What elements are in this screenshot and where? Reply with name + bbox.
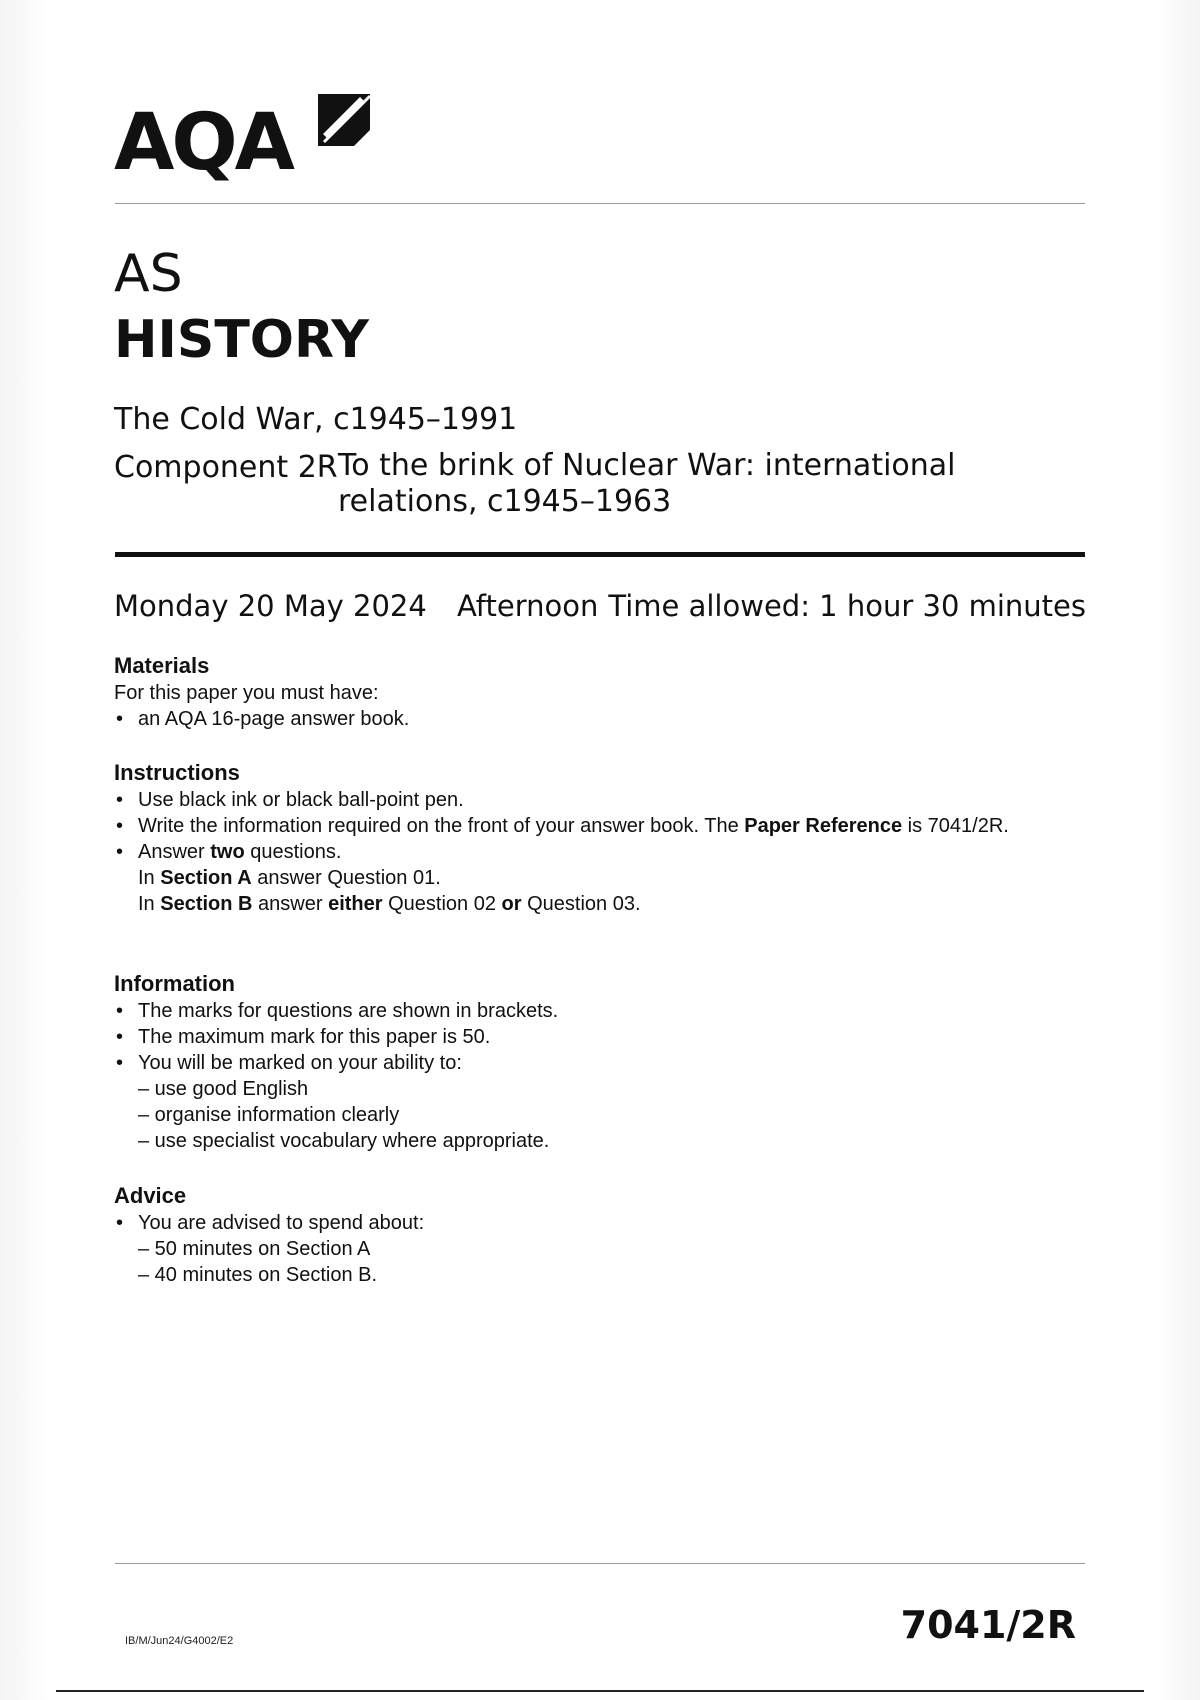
bullet-icon: • xyxy=(116,841,124,863)
time-allowed: Time allowed: 1 hour 30 minutes xyxy=(608,589,1086,623)
materials-intro: For this paper you must have: xyxy=(114,682,379,704)
information-heading: Information xyxy=(114,971,235,996)
title-divider xyxy=(115,552,1085,557)
information-subitem: – organise information clearly xyxy=(138,1104,400,1126)
instruction-item: • Use black ink or black ball-point pen. xyxy=(116,789,464,811)
exam-date: Monday 20 May 2024 xyxy=(114,589,427,623)
qualification-level: AS xyxy=(114,244,183,304)
paper-title: The Cold War, c1945–1991 xyxy=(114,402,518,437)
materials-section xyxy=(114,652,1074,732)
information-section xyxy=(114,970,1074,1154)
component-label: Component 2R xyxy=(114,450,338,485)
advice-subitem: – 40 minutes on Section B. xyxy=(138,1264,378,1286)
instructions-heading: Instructions xyxy=(114,760,240,785)
instruction-item: • Write the information required on the front of your answer book. The Paper Reference is 7041/2R. xyxy=(116,815,1009,837)
aqa-logo-text: AQA xyxy=(114,98,293,188)
materials-heading: Materials xyxy=(114,653,210,678)
bullet-icon: • xyxy=(116,1212,124,1234)
page-bottom-edge xyxy=(56,1690,1144,1692)
advice-heading: Advice xyxy=(114,1183,187,1208)
subject-title: HISTORY xyxy=(114,310,369,370)
information-subitem: – use specialist vocabulary where appropriate. xyxy=(138,1130,550,1152)
bullet-icon: • xyxy=(116,789,124,811)
advice-item: • You are advised to spend about: – 50 minutes on Section A – 40 minutes on Section B. xyxy=(114,1210,1074,1288)
footer-divider xyxy=(115,1563,1085,1564)
bullet-icon: • xyxy=(116,708,124,730)
instruction-item: • Answer two questions. In Section A answer Question 01. In Section B answer either Question 02 or Question 03. xyxy=(114,839,1074,917)
materials-item: • an AQA 16-page answer book. xyxy=(116,708,410,730)
information-item: • The maximum mark for this paper is 50. xyxy=(116,1026,491,1048)
exam-session: Afternoon xyxy=(457,589,599,623)
section-a-instruction: In Section A answer Question 01. xyxy=(138,867,441,889)
bullet-icon: • xyxy=(116,1000,124,1022)
paper-code: 7041/2R xyxy=(900,1603,1076,1647)
bullet-icon: • xyxy=(116,1052,124,1074)
page-shadow-right xyxy=(1156,0,1200,1700)
information-item: • The marks for questions are shown in brackets. xyxy=(116,1000,559,1022)
page-shadow-left xyxy=(0,0,48,1700)
advice-subitem: – 50 minutes on Section A xyxy=(138,1238,371,1260)
bullet-icon: • xyxy=(116,815,124,837)
footer-reference: IB/M/Jun24/G4002/E2 xyxy=(125,1635,234,1647)
aqa-logo-mark-icon xyxy=(314,90,374,150)
instructions-section xyxy=(114,759,1074,917)
advice-section xyxy=(114,1182,1074,1288)
information-item: • You will be marked on your ability to: – use good English – organise information clearly – use specialist vocabulary where appropriate. xyxy=(114,1050,1074,1154)
section-b-instruction: In Section B answer either Question 02 or Question 03. xyxy=(138,893,641,915)
header-divider xyxy=(115,203,1085,204)
bullet-icon: • xyxy=(116,1026,124,1048)
component-title: To the brink of Nuclear War: international relations, c1945–1963 xyxy=(338,448,956,519)
information-subitem: – use good English xyxy=(138,1078,309,1100)
